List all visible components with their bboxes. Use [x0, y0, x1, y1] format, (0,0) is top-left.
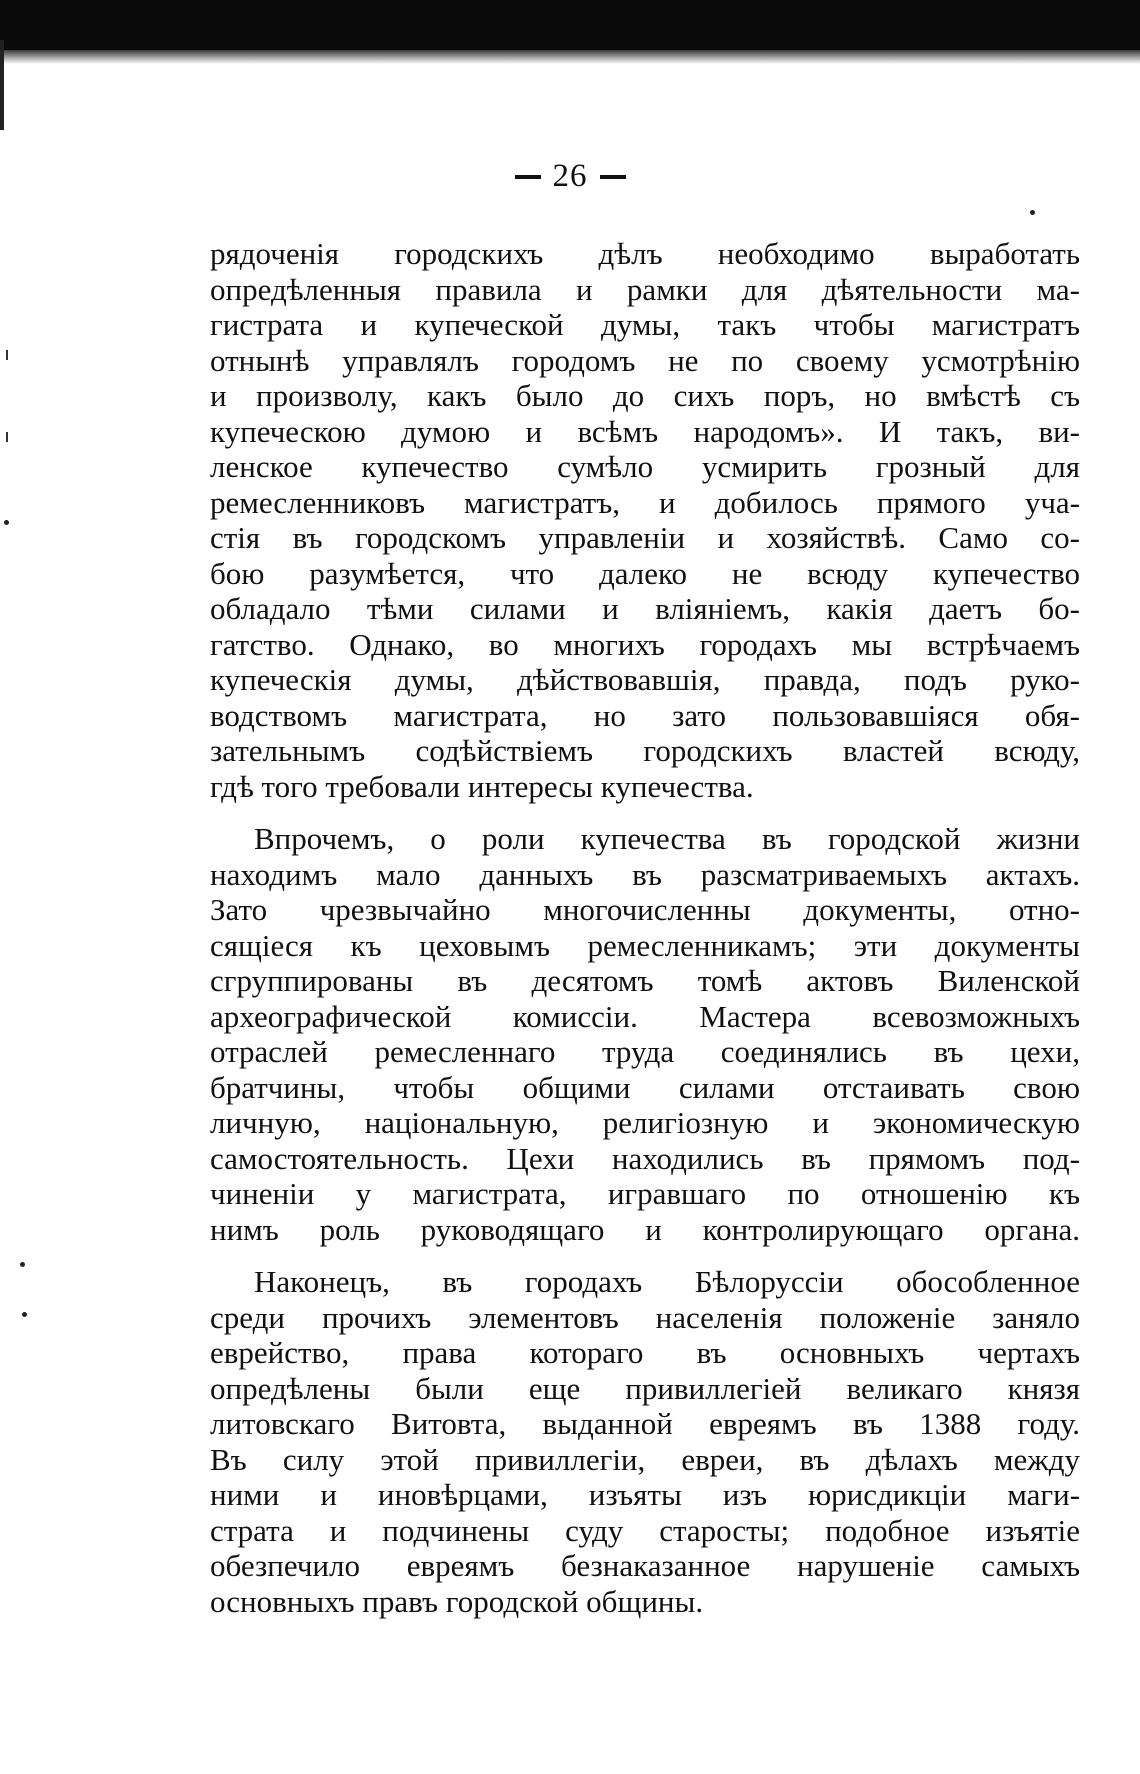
text-line: сящіеся къ цеховымъ ремесленникамъ; эти документы — [210, 927, 1080, 963]
text-line: гистрата и купеческой думы, такъ чтобы магистратъ — [210, 307, 1080, 342]
text-line: Въ силу этой привиллегіи, евреи, въ дѣлахъ между — [210, 1441, 1080, 1477]
text-line: обладало тѣми силами и вліяніемъ, какія даетъ бо- — [210, 591, 1080, 626]
text-line: ремесленниковъ магистратъ, и добилось прямого уча- — [210, 484, 1080, 520]
paragraph-2 — [210, 821, 1080, 1247]
text-line: гдѣ того требовали интересы купечества. — [210, 768, 754, 804]
text-line: стія въ городскомъ управленіи и хозяйствѣ. Само со- — [210, 520, 1080, 555]
text-line: нимъ роль руководящаго и контролирующаго органа. — [210, 1211, 1080, 1247]
text-line: ленское купечество сумѣло усмирить грозный для — [210, 449, 1080, 484]
margin-speck — [4, 520, 9, 525]
text-line: Зато чрезвычайно многочисленны документы, отно- — [210, 892, 1080, 927]
text-line: отнынѣ управлялъ городомъ не по своему усмотрѣнію — [210, 342, 1080, 378]
text-line: страта и подчинены суду старосты; подобное изъятіе — [210, 1512, 1080, 1548]
page-number-text: 26 — [552, 158, 588, 194]
scan-dark-edge-top — [0, 0, 1140, 50]
text-line: основныхъ правъ городской общины. — [210, 1583, 704, 1619]
text-line: Впрочемъ, о роли купечества въ городской жизни — [254, 821, 1080, 856]
text-line: опредѣленныя правила и рамки для дѣятельности ма- — [210, 271, 1080, 307]
text-line: находимъ мало данныхъ въ разсматриваемыхъ актахъ. — [210, 856, 1080, 892]
page-number-dash-right — [600, 175, 626, 179]
margin-speck — [22, 1312, 27, 1317]
text-line: рядоченія городскихъ дѣлъ необходимо выработать — [210, 236, 1080, 271]
text-line: опредѣлены были еще привиллегіей великаго князя — [210, 1370, 1080, 1406]
text-line: личную, національную, религіозную и экономическую — [210, 1105, 1080, 1140]
text-line: купеческою думою и всѣмъ народомъ». И такъ, ви- — [210, 413, 1080, 449]
text-line: еврейство, права котораго въ основныхъ чертахъ — [210, 1335, 1080, 1370]
margin-speck — [1030, 210, 1035, 215]
text-line: бою разумѣется, что далеко не всюду купечество — [210, 555, 1080, 591]
margin-speck — [6, 350, 8, 360]
margin-speck — [20, 1262, 25, 1267]
text-line: зательнымъ содѣйствіемъ городскихъ властей всюду, — [210, 733, 1080, 768]
text-line: Наконецъ, въ городахъ Бѣлоруссіи обособленное — [254, 1264, 1080, 1299]
scan-dark-edge-left — [0, 40, 4, 130]
page-number — [0, 158, 1140, 195]
text-line: сгруппированы въ десятомъ томѣ актовъ Виленской — [210, 963, 1080, 998]
text-line: братчины, чтобы общими силами отстаивать свою — [210, 1069, 1080, 1105]
text-line: водствомъ магистрата, но зато пользовавшіяся обя- — [210, 697, 1080, 733]
text-line: археографической комиссіи. Мастера всевозможныхъ — [210, 998, 1080, 1034]
margin-speck — [6, 432, 8, 442]
text-line: отраслей ремесленнаго труда соединялись въ цехи, — [210, 1034, 1080, 1069]
page-number-dash-left — [515, 175, 541, 179]
text-line: обезпечило евреямъ безнаказанное нарушеніе самыхъ — [210, 1548, 1080, 1583]
text-line: литовскаго Витовта, выданной евреямъ въ 1388 году. — [210, 1406, 1080, 1441]
text-line: самостоятельность. Цехи находились въ прямомъ под- — [210, 1140, 1080, 1176]
paragraph-3 — [210, 1264, 1080, 1619]
text-line: и произволу, какъ было до сихъ поръ, но вмѣстѣ съ — [210, 378, 1080, 413]
text-line: чиненіи у магистрата, игравшаго по отношенію къ — [210, 1176, 1080, 1211]
text-line: купеческія думы, дѣйствовавшія, правда, подъ руко- — [210, 662, 1080, 697]
text-line: среди прочихъ элементовъ населенія положеніе заняло — [210, 1299, 1080, 1335]
text-line: гатство. Однако, во многихъ городахъ мы встрѣчаемъ — [210, 626, 1080, 662]
body-text — [210, 236, 1080, 1619]
paragraph-1 — [210, 236, 1080, 804]
text-line: ними и иновѣрцами, изъяты изъ юрисдикціи маги- — [210, 1477, 1080, 1512]
